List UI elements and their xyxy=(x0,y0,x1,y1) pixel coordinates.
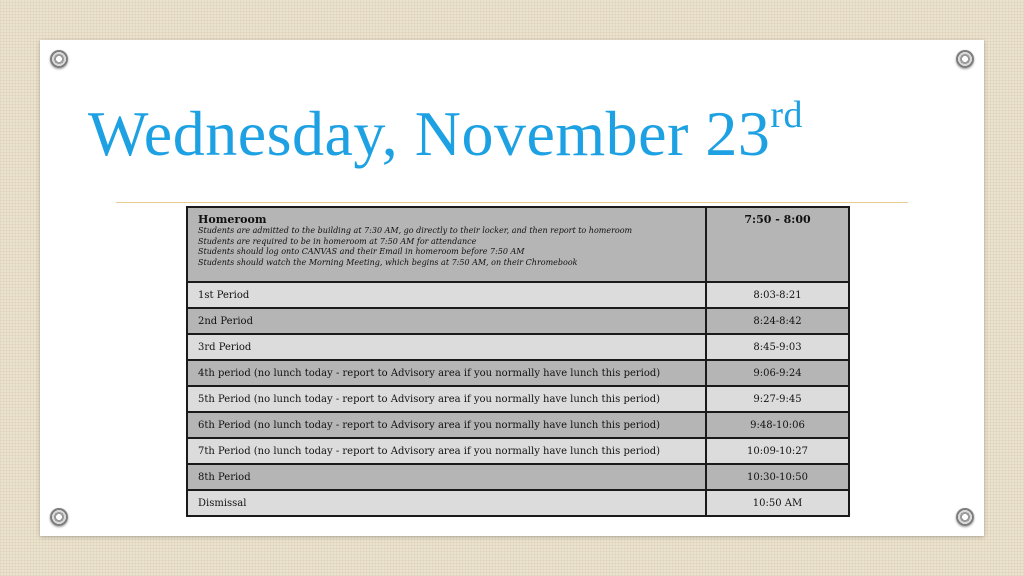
period-time: 8:45-9:03 xyxy=(706,334,849,360)
table-row xyxy=(187,438,849,464)
homeroom-cell xyxy=(187,207,706,282)
homeroom-time: 7:50 - 8:00 xyxy=(744,213,811,226)
period-label: 8th Period xyxy=(187,464,706,490)
table-row xyxy=(187,334,849,360)
homeroom-label: Homeroom xyxy=(198,213,267,226)
period-time: 9:27-9:45 xyxy=(706,386,849,412)
period-time: 10:09-10:27 xyxy=(706,438,849,464)
period-time: 10:50 AM xyxy=(706,490,849,516)
pin-icon xyxy=(956,508,974,526)
period-label: 7th Period (no lunch today - report to Advisory area if you normally have lunch this period) xyxy=(187,438,706,464)
title-text: Wednesday, November 23 xyxy=(88,98,771,169)
period-time: 8:24-8:42 xyxy=(706,308,849,334)
title-suffix: rd xyxy=(770,94,804,136)
period-time: 8:03-8:21 xyxy=(706,282,849,308)
table-row xyxy=(187,386,849,412)
table-row xyxy=(187,282,849,308)
period-label: 5th Period (no lunch today - report to Advisory area if you normally have lunch this period) xyxy=(187,386,706,412)
table-row xyxy=(187,464,849,490)
period-label: 4th period (no lunch today - report to Advisory area if you normally have lunch this period) xyxy=(187,360,706,386)
period-label: 1st Period xyxy=(187,282,706,308)
homeroom-note: Students should watch the Morning Meeting, which begins at 7:50 AM, on their Chromebook xyxy=(198,257,578,267)
table-row xyxy=(187,308,849,334)
table-row xyxy=(187,412,849,438)
homeroom-note: Students are admitted to the building at 7:30 AM, go directly to their locker, and then report to homeroom xyxy=(198,226,633,235)
homeroom-note: Students should log onto CANVAS and their Email in homeroom before 7:50 AM xyxy=(198,247,525,256)
title-divider xyxy=(116,202,908,203)
slide xyxy=(40,40,984,536)
slide-title xyxy=(88,94,804,169)
schedule-table xyxy=(186,206,850,517)
homeroom-time-cell xyxy=(706,207,849,282)
period-label: 3rd Period xyxy=(187,334,706,360)
pin-icon xyxy=(50,50,68,68)
period-label: 6th Period (no lunch today - report to Advisory area if you normally have lunch this period) xyxy=(187,412,706,438)
period-time: 9:48-10:06 xyxy=(706,412,849,438)
period-time: 9:06-9:24 xyxy=(706,360,849,386)
period-time: 10:30-10:50 xyxy=(706,464,849,490)
period-label: 2nd Period xyxy=(187,308,706,334)
table-row xyxy=(187,360,849,386)
period-label: Dismissal xyxy=(187,490,706,516)
table-row xyxy=(187,490,849,516)
pin-icon xyxy=(956,50,974,68)
homeroom-note: Students are required to be in homeroom at 7:50 AM for attendance xyxy=(198,236,477,246)
table-row-homeroom xyxy=(187,207,849,282)
pin-icon xyxy=(50,508,68,526)
